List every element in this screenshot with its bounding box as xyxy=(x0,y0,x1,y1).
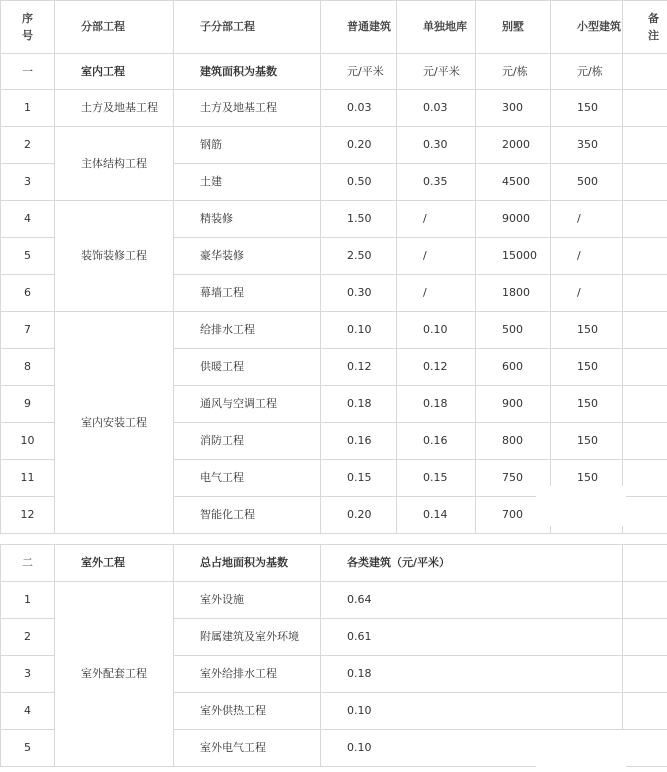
row-ordinary: 0.20 xyxy=(321,497,397,534)
row-ordinary: 0.15 xyxy=(321,460,397,497)
row-seq: 11 xyxy=(1,460,55,497)
row-name: 精装修 xyxy=(174,201,321,238)
header-garage: 单独地库 xyxy=(397,1,476,54)
group-outdoor: 室外配套工程 xyxy=(55,582,174,767)
row-garage: 0.16 xyxy=(397,423,476,460)
section2-row xyxy=(1,545,667,582)
row-garage: 0.35 xyxy=(397,164,476,201)
row-seq: 2 xyxy=(1,619,55,656)
row-ordinary: 1.50 xyxy=(321,201,397,238)
remark-cell xyxy=(623,423,667,460)
row-small: 150 xyxy=(551,90,623,127)
table-row xyxy=(1,312,667,349)
row-ordinary: 0.30 xyxy=(321,275,397,312)
row-villa: 2000 xyxy=(476,127,551,164)
remark-cell xyxy=(623,349,667,386)
row-value: 0.64 xyxy=(321,582,623,619)
row-ordinary: 0.18 xyxy=(321,386,397,423)
row-small: 500 xyxy=(551,164,623,201)
row-ordinary: 0.50 xyxy=(321,164,397,201)
row-name: 室外电气工程 xyxy=(174,730,321,767)
row-garage: 0.14 xyxy=(397,497,476,534)
row-small: 150 xyxy=(551,349,623,386)
row-small: 150 xyxy=(551,460,623,497)
group-decoration: 装饰装修工程 xyxy=(55,201,174,312)
unit-villa: 元/栋 xyxy=(476,54,551,90)
smudge-mask xyxy=(536,486,626,526)
group-structure: 主体结构工程 xyxy=(55,127,174,201)
remark-cell xyxy=(623,275,667,312)
smudge-mask xyxy=(536,730,626,770)
row-villa: 500 xyxy=(476,312,551,349)
row-small: 350 xyxy=(551,127,623,164)
table-row xyxy=(1,582,667,619)
row-name: 室外给排水工程 xyxy=(174,656,321,693)
row-villa: 1800 xyxy=(476,275,551,312)
row-name: 通风与空调工程 xyxy=(174,386,321,423)
row-villa: 15000 xyxy=(476,238,551,275)
section2-unit: 各类建筑（元/平米） xyxy=(321,545,623,582)
row-name: 土方及地基工程 xyxy=(174,90,321,127)
unit-garage: 元/平米 xyxy=(397,54,476,90)
row-name: 给排水工程 xyxy=(174,312,321,349)
row-seq: 4 xyxy=(1,201,55,238)
row-small: 150 xyxy=(551,386,623,423)
row-villa: 4500 xyxy=(476,164,551,201)
row-division: 土方及地基工程 xyxy=(55,90,174,127)
row-villa: 9000 xyxy=(476,201,551,238)
remark-cell xyxy=(623,90,667,127)
header-division: 分部工程 xyxy=(55,1,174,54)
section2-num: 二 xyxy=(1,545,55,582)
row-name: 电气工程 xyxy=(174,460,321,497)
unit-ordinary: 元/平米 xyxy=(321,54,397,90)
remark-cell xyxy=(623,582,667,619)
row-garage: 0.12 xyxy=(397,349,476,386)
header-small: 小型建筑 xyxy=(551,1,623,54)
row-name: 附属建筑及室外环境 xyxy=(174,619,321,656)
row-seq: 4 xyxy=(1,693,55,730)
row-seq: 5 xyxy=(1,730,55,767)
section1-basis: 建筑面积为基数 xyxy=(174,54,321,90)
section1-row xyxy=(1,54,667,90)
header-villa: 别墅 xyxy=(476,1,551,54)
row-value: 0.10 xyxy=(321,730,623,767)
remark-cell xyxy=(623,386,667,423)
section1-num: 一 xyxy=(1,54,55,90)
row-garage: / xyxy=(397,238,476,275)
group-install: 室内安装工程 xyxy=(55,312,174,534)
row-garage: 0.03 xyxy=(397,90,476,127)
section1-title: 室内工程 xyxy=(55,54,174,90)
row-seq: 5 xyxy=(1,238,55,275)
row-small: / xyxy=(551,238,623,275)
row-name: 室外供热工程 xyxy=(174,693,321,730)
row-villa: 700 xyxy=(476,497,551,534)
row-small: / xyxy=(551,275,623,312)
row-name: 室外设施 xyxy=(174,582,321,619)
row-ordinary: 0.10 xyxy=(321,312,397,349)
row-small: 150 xyxy=(551,423,623,460)
row-value: 0.18 xyxy=(321,656,623,693)
row-seq: 10 xyxy=(1,423,55,460)
row-ordinary: 0.16 xyxy=(321,423,397,460)
remark-cell xyxy=(623,164,667,201)
row-garage: 0.10 xyxy=(397,312,476,349)
row-seq: 1 xyxy=(1,90,55,127)
row-garage: / xyxy=(397,275,476,312)
row-name: 供暖工程 xyxy=(174,349,321,386)
row-garage: 0.30 xyxy=(397,127,476,164)
row-name: 智能化工程 xyxy=(174,497,321,534)
row-seq: 6 xyxy=(1,275,55,312)
row-ordinary: 0.20 xyxy=(321,127,397,164)
remark-cell xyxy=(623,238,667,275)
row-seq: 9 xyxy=(1,386,55,423)
header-seq: 序号 xyxy=(1,1,55,54)
row-villa: 600 xyxy=(476,349,551,386)
row-small: 150 xyxy=(551,312,623,349)
remark-cell xyxy=(623,460,667,497)
row-name: 幕墙工程 xyxy=(174,275,321,312)
row-value: 0.61 xyxy=(321,619,623,656)
row-value: 0.10 xyxy=(321,693,623,730)
row-seq: 12 xyxy=(1,497,55,534)
unit-small: 元/栋 xyxy=(551,54,623,90)
row-garage: 0.18 xyxy=(397,386,476,423)
header-ordinary: 普通建筑 xyxy=(321,1,397,54)
row-name: 土建 xyxy=(174,164,321,201)
row-name: 消防工程 xyxy=(174,423,321,460)
row-seq: 3 xyxy=(1,164,55,201)
remark-cell xyxy=(623,545,667,582)
row-seq: 7 xyxy=(1,312,55,349)
row-garage: / xyxy=(397,201,476,238)
remark-cell xyxy=(623,497,667,534)
remark-cell xyxy=(623,619,667,656)
row-name: 钢筋 xyxy=(174,127,321,164)
header-remark: 备注 xyxy=(623,1,667,54)
row-name: 豪华装修 xyxy=(174,238,321,275)
table-header-row xyxy=(1,1,667,54)
row-ordinary: 0.03 xyxy=(321,90,397,127)
row-villa: 750 xyxy=(476,460,551,497)
row-villa: 300 xyxy=(476,90,551,127)
row-villa: 900 xyxy=(476,386,551,423)
section2-basis: 总占地面积为基数 xyxy=(174,545,321,582)
row-villa: 800 xyxy=(476,423,551,460)
remark-cell xyxy=(623,693,667,730)
row-garage: 0.15 xyxy=(397,460,476,497)
row-small: / xyxy=(551,201,623,238)
section2-title: 室外工程 xyxy=(55,545,174,582)
row-seq: 1 xyxy=(1,582,55,619)
remark-cell xyxy=(623,312,667,349)
remark-cell xyxy=(623,201,667,238)
remark-cell xyxy=(623,730,667,767)
table-row xyxy=(1,201,667,238)
table-row xyxy=(1,90,667,127)
row-seq: 8 xyxy=(1,349,55,386)
row-seq: 3 xyxy=(1,656,55,693)
remark-cell xyxy=(623,127,667,164)
remark-cell xyxy=(623,656,667,693)
row-ordinary: 2.50 xyxy=(321,238,397,275)
remark-cell xyxy=(623,54,667,90)
table-row xyxy=(1,127,667,164)
header-subdivision: 子分部工程 xyxy=(174,1,321,54)
row-seq: 2 xyxy=(1,127,55,164)
row-ordinary: 0.12 xyxy=(321,349,397,386)
